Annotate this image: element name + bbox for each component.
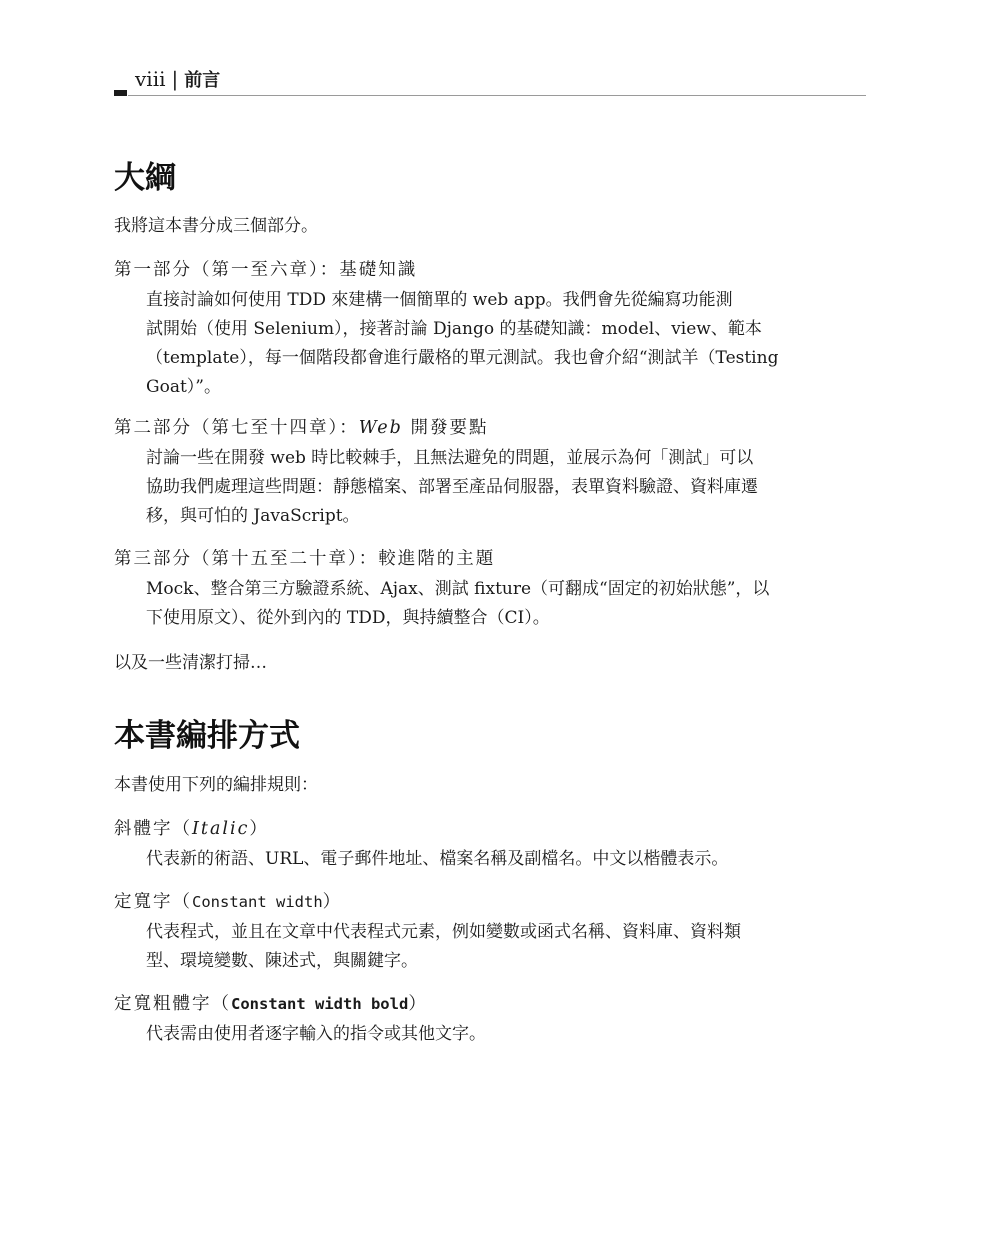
constant-width-term-label: 定寬字（: [114, 892, 192, 912]
constant-width-term-sample: Constant width: [192, 893, 323, 911]
constant-width-bold-term-sample: Constant width bold: [231, 995, 409, 1013]
constant-width-line: 型、環境變數、陳述式，與關鍵字。: [146, 951, 418, 971]
part-3-description: [146, 575, 866, 633]
constant-width-bold-term-label: 定寬粗體字（: [114, 994, 231, 1014]
chapter-title: 前言: [184, 70, 221, 91]
part-1-description: [146, 286, 866, 402]
part-1-term-prefix: 第一部分（第一至六章）：: [114, 260, 340, 280]
part-3-line: 下使用原文）、從外到內的 TDD，與持續整合（CI）。: [146, 608, 550, 628]
italic-description: [146, 845, 866, 874]
constant-width-bold-term-close: ）: [408, 994, 428, 1014]
italic-term: [114, 815, 866, 843]
header-rule: [128, 95, 866, 96]
header-text: [135, 66, 220, 94]
conventions-section: [114, 716, 866, 756]
constant-width-term: [114, 888, 866, 916]
part-2-line: 討論一些在開發 web 時比較棘手，且無法避免的問題，並展示為何「測試」可以: [146, 448, 754, 468]
part-1-line: Goat）”。: [146, 377, 221, 397]
outline-part-1: [114, 256, 866, 402]
header-separator: |: [171, 67, 179, 91]
convention-constant-width-bold: [114, 990, 866, 1049]
italic-term-close: ）: [249, 819, 269, 839]
outline-part-2: [114, 414, 866, 531]
part-2-line: 移，與可怕的 JavaScript。: [146, 506, 360, 526]
part-2-description: [146, 444, 866, 531]
part-2-term-italic: Web: [358, 418, 403, 438]
part-2-term-prefix: 第二部分（第七至十四章）：: [114, 418, 359, 438]
convention-italic: [114, 815, 866, 874]
part-1-line: （template），每一個階段都會進行嚴格的單元測試。我也會介紹“測試羊（Testing: [146, 348, 779, 368]
constant-width-bold-line: 代表需由使用者逐字輸入的指令或其他文字。: [146, 1024, 486, 1044]
page-number: viii: [135, 67, 166, 91]
constant-width-line: 代表程式，並且在文章中代表程式元素，例如變數或函式名稱、資料庫、資料類: [146, 922, 741, 942]
outline-intro: 我將這本書分成三個部分。: [114, 216, 318, 236]
part-1-line: 試開始（使用 Selenium），接著討論 Django 的基礎知識：model、view、範本: [146, 319, 762, 339]
constant-width-bold-term: [114, 990, 866, 1018]
part-3-term-prefix: 第三部分（第十五至二十章）：: [114, 549, 379, 569]
outline-closing: 以及一些清潔打掃…: [114, 653, 267, 673]
part-1-term-main: 基礎知識: [339, 260, 418, 280]
part-2-term-main: 開發要點: [402, 418, 489, 438]
part-1-term: [114, 256, 866, 284]
italic-term-label: 斜體字（: [114, 819, 192, 839]
part-2-line: 協助我們處理這些問題：靜態檔案、部署至產品伺服器，表單資料驗證、資料庫遷: [146, 477, 758, 497]
outline-section: [114, 158, 866, 198]
conventions-intro: 本書使用下列的編排規則：: [114, 775, 318, 795]
convention-constant-width: [114, 888, 866, 976]
part-3-line: Mock、整合第三方驗證系統、Ajax、測試 fixture（可翻成“固定的初始狀態”，以: [146, 579, 770, 599]
part-2-term: [114, 414, 866, 442]
outline-title: 大綱: [114, 160, 176, 196]
italic-term-sample: Italic: [192, 819, 250, 839]
conventions-title: 本書編排方式: [114, 718, 300, 754]
running-header: [114, 66, 866, 98]
part-1-line: 直接討論如何使用 TDD 來建構一個簡單的 web app。我們會先從編寫功能測: [146, 290, 733, 310]
outline-part-3: [114, 545, 866, 633]
constant-width-term-close: ）: [322, 892, 343, 912]
header-mark: [114, 90, 127, 96]
part-3-term-main: 較進階的主題: [378, 549, 496, 569]
part-3-term: [114, 545, 866, 573]
constant-width-description: [146, 918, 866, 976]
italic-line: 代表新的術語、URL、電子郵件地址、檔案名稱及副檔名。中文以楷體表示。: [146, 849, 729, 869]
constant-width-bold-description: [146, 1020, 866, 1049]
